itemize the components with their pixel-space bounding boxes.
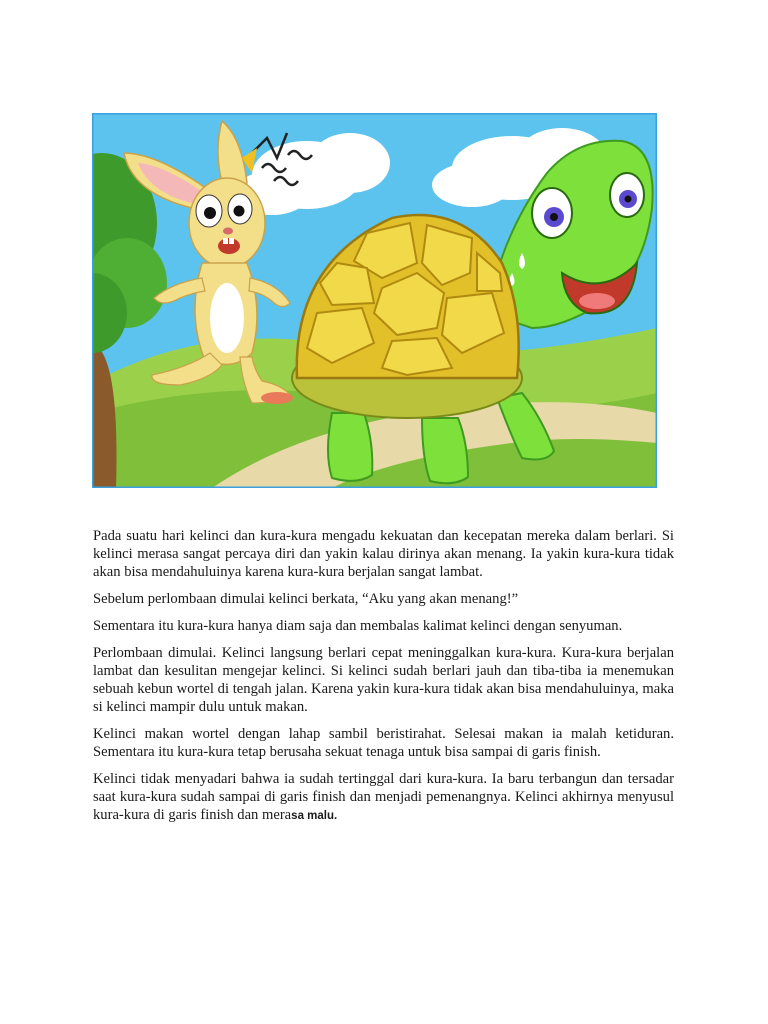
story-paragraph-3: Sementara itu kura-kura hanya diam saja dan membalas kalimat kelinci dengan senyuman. [93, 617, 623, 634]
story-paragraph-6-bold-tail: sa malu. [291, 810, 338, 823]
rabbit-turtle-illustration [92, 113, 657, 488]
story-paragraph-4: Perlombaan dimulai. Kelinci langsung berlari cepat meninggalkan kura-kura. Kura-kura berjalan lambat dan kesulitan mengejar kelinci. Si kelinci sudah berlari jauh dan tiba-tiba ia menemukan sebuah kebun wortel di tengah jalan. Karena yakin kura-kura tidak akan bisa mendahuluinya, maka si kelinci mampir dulu untuk makan. [93, 644, 674, 716]
story-paragraph-5: Kelinci makan wortel dengan lahap sambil beristirahat. Selesai makan ia malah ketiduran. Sementara itu kura-kura tetap berusaha sekuat tenaga untuk bisa sampai di garis finish. [93, 725, 674, 761]
story-paragraph-6-text: Kelinci tidak menyadari bahwa ia sudah tertinggal dari kura-kura. Ia baru terbangun dan tersadar saat kura-kura sudah sampai di garis finish dan menjadi pemenangnya. Kelinci akhirnya menyusul kura-kura di garis finish dan mera [93, 770, 674, 824]
story-paragraph-6 [93, 770, 674, 826]
story-paragraph-2: Sebelum perlombaan dimulai kelinci berkata, “Aku yang akan menang!” [93, 591, 519, 608]
story-illustration [92, 113, 657, 488]
story-paragraph-1: Pada suatu hari kelinci dan kura-kura mengadu kekuatan dan kecepatan mereka dalam berlari. Si kelinci merasa sangat percaya diri dan yakin kalau dirinya akan menang. Ia yakin kura-kura tidak akan bisa mendahuluinya karena kura-kura berjalan sangat lambat. [93, 528, 674, 581]
story-text [93, 527, 674, 834]
